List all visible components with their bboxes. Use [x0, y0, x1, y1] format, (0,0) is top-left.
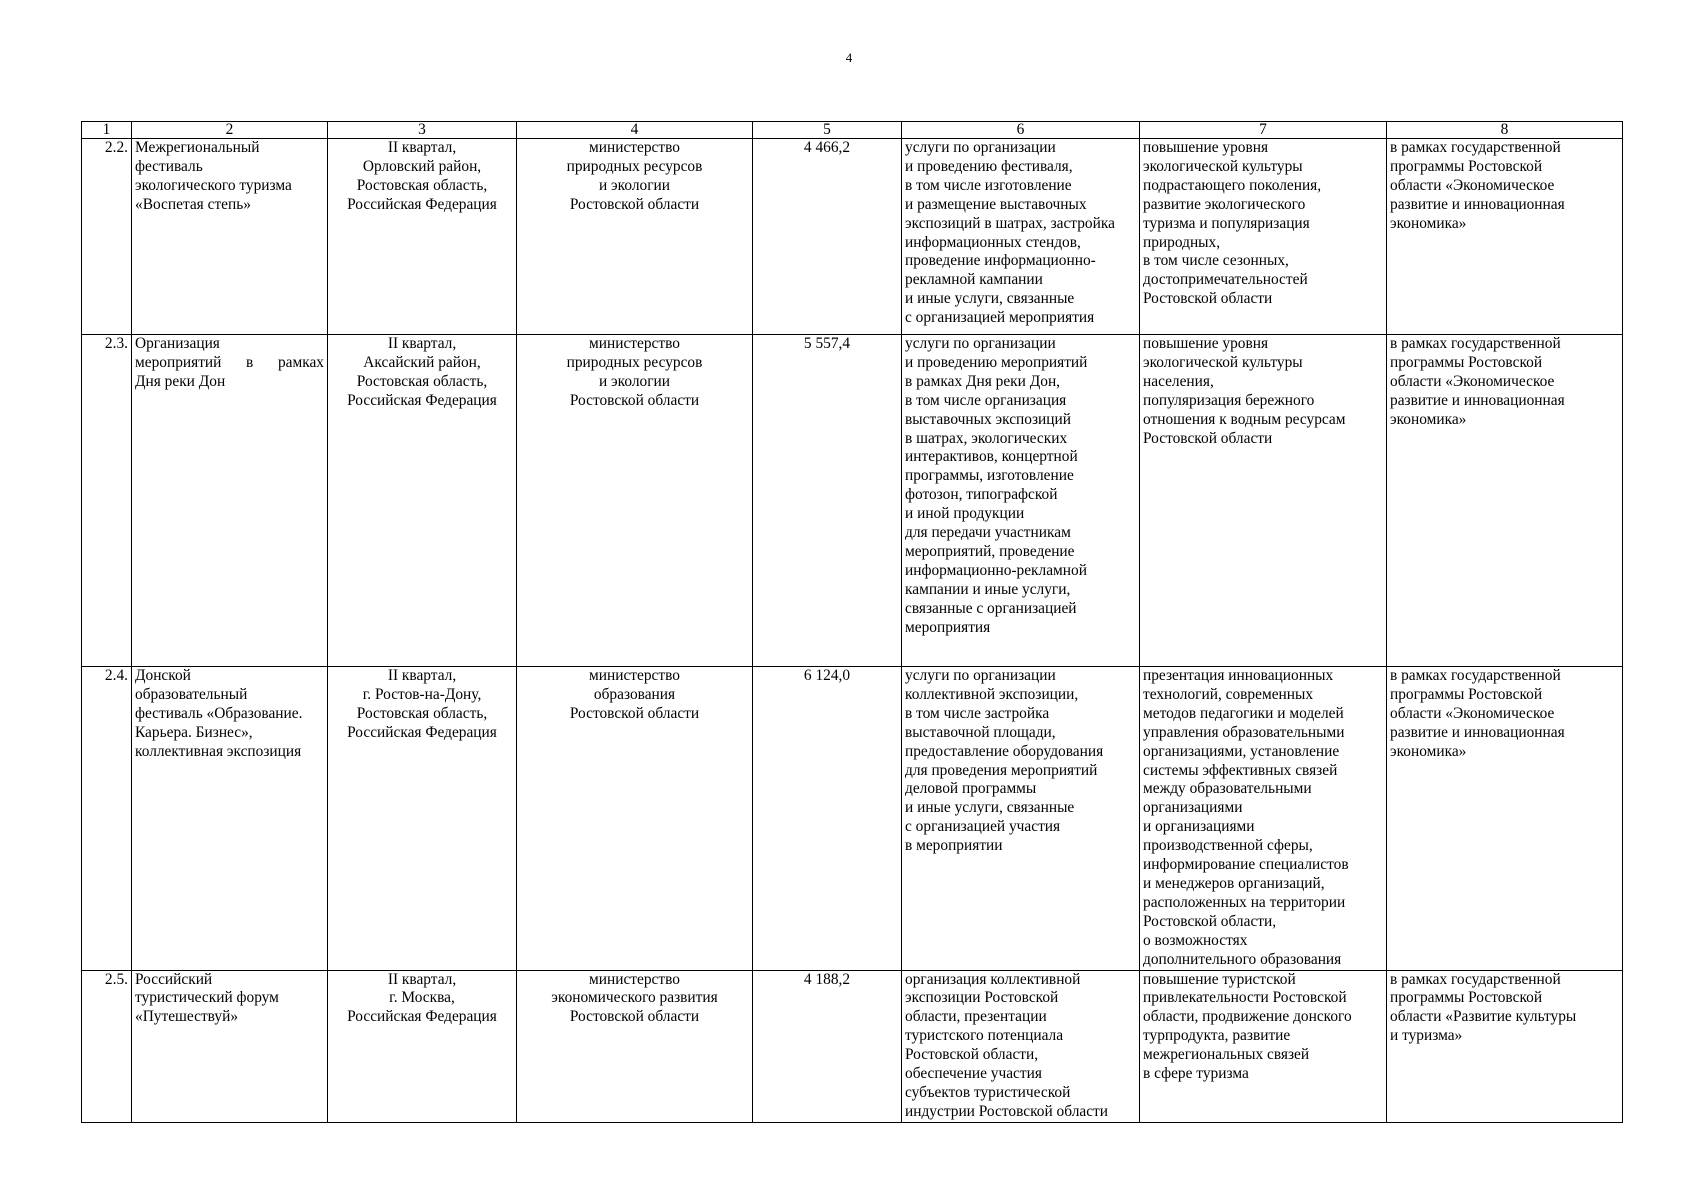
- expected-result: презентация инновационных технологий, современных методов педагогики и моделей управления образовательными организациями, установление системы эффективных связей между образовательными организациями и организациями производственной сферы, информирование специалистов и менеджеров организаций, расположенных на территории Ростовской области, о возможностях дополнительного образования: [1140, 667, 1387, 971]
- events-table: [81, 121, 1623, 1123]
- services: услуги по организации и проведению мероприятий в рамках Дня реки Дон, в том числе организация выставочных экспозиций в шатрах, экологических интерактивов, концертной программы, изготовление фотозон, типографской и иной продукции для передачи участникам мероприятий, проведение информационно-рекламной кампании и иные услуги, связанные с организацией мероприятия: [902, 335, 1140, 667]
- column-header-2: 2: [132, 122, 328, 139]
- program: в рамках государственной программы Ростовской области «Экономическое развитие и инновационная экономика»: [1387, 139, 1623, 335]
- header-row: [82, 122, 1623, 139]
- column-header-8: 8: [1387, 122, 1623, 139]
- column-header-7: 7: [1140, 122, 1387, 139]
- services: услуги по организации коллективной экспозиции, в том числе застройка выставочной площади, предоставление оборудования для проведения мероприятий деловой программы и иные услуги, связанные с организацией участия в мероприятии: [902, 667, 1140, 971]
- amount: 4 188,2: [753, 970, 902, 1122]
- row-number: 2.3.: [82, 335, 132, 667]
- row-number: 2.4.: [82, 667, 132, 971]
- row-number: 2.5.: [82, 970, 132, 1122]
- column-header-4: 4: [517, 122, 753, 139]
- amount: 6 124,0: [753, 667, 902, 971]
- amount: 4 466,2: [753, 139, 902, 335]
- page-number: 4: [845, 50, 853, 65]
- period-place: II квартал, Аксайский район, Ростовская область, Российская Федерация: [328, 335, 517, 667]
- responsible-body: министерство образования Ростовской области: [517, 667, 753, 971]
- event-name: Донской образовательный фестиваль «Образование. Карьера. Бизнес», коллективная экспозиция: [132, 667, 328, 971]
- column-header-3: 3: [328, 122, 517, 139]
- responsible-body: министерство природных ресурсов и экологии Ростовской области: [517, 139, 753, 335]
- table-row: [82, 667, 1623, 971]
- period-place: II квартал, Орловский район, Ростовская область, Российская Федерация: [328, 139, 517, 335]
- row-number: 2.2.: [82, 139, 132, 335]
- period-place: II квартал, г. Москва, Российская Федерация: [328, 970, 517, 1122]
- program: в рамках государственной программы Ростовской области «Развитие культуры и туризма»: [1387, 970, 1623, 1122]
- responsible-body: министерство природных ресурсов и экологии Ростовской области: [517, 335, 753, 667]
- column-header-5: 5: [753, 122, 902, 139]
- table-row: [82, 335, 1623, 667]
- event-name-line: Дня реки Дон: [135, 372, 226, 390]
- responsible-body: министерство экономического развития Ростовской области: [517, 970, 753, 1122]
- column-header-6: 6: [902, 122, 1140, 139]
- expected-result: повышение уровня экологической культуры подрастающего поколения, развитие экологического туризма и популяризация природных, в том числе сезонных, достопримечательностей Ростовской области: [1140, 139, 1387, 335]
- column-header-1: 1: [82, 122, 132, 139]
- table-row: [82, 970, 1623, 1122]
- program: в рамках государственной программы Ростовской области «Экономическое развитие и инновационная экономика»: [1387, 667, 1623, 971]
- event-name: [132, 335, 328, 667]
- event-name-line: мероприятий в рамках: [135, 353, 324, 371]
- expected-result: повышение туристской привлекательности Ростовской области, продвижение донского турпродукта, развитие межрегиональных связей в сфере туризма: [1140, 970, 1387, 1122]
- services: организация коллективной экспозиции Ростовской области, презентации туристского потенциала Ростовской области, обеспечение участия субъектов туристической индустрии Ростовской области: [902, 970, 1140, 1122]
- period-place: II квартал, г. Ростов-на-Дону, Ростовская область, Российская Федерация: [328, 667, 517, 971]
- program: в рамках государственной программы Ростовской области «Экономическое развитие и инновационная экономика»: [1387, 335, 1623, 667]
- event-name: Межрегиональный фестиваль экологического туризма «Воспетая степь»: [132, 139, 328, 335]
- event-name: Российский туристический форум «Путешествуй»: [132, 970, 328, 1122]
- expected-result: повышение уровня экологической культуры населения, популяризация бережного отношения к водным ресурсам Ростовской области: [1140, 335, 1387, 667]
- services: услуги по организации и проведению фестиваля, в том числе изготовление и размещение выставочных экспозиций в шатрах, застройка информационных стендов, проведение информационно- рекламной кампании и иные услуги, связанные с организацией мероприятия: [902, 139, 1140, 335]
- event-name-line: Организация: [135, 335, 220, 352]
- table-row: [82, 139, 1623, 335]
- amount: 5 557,4: [753, 335, 902, 667]
